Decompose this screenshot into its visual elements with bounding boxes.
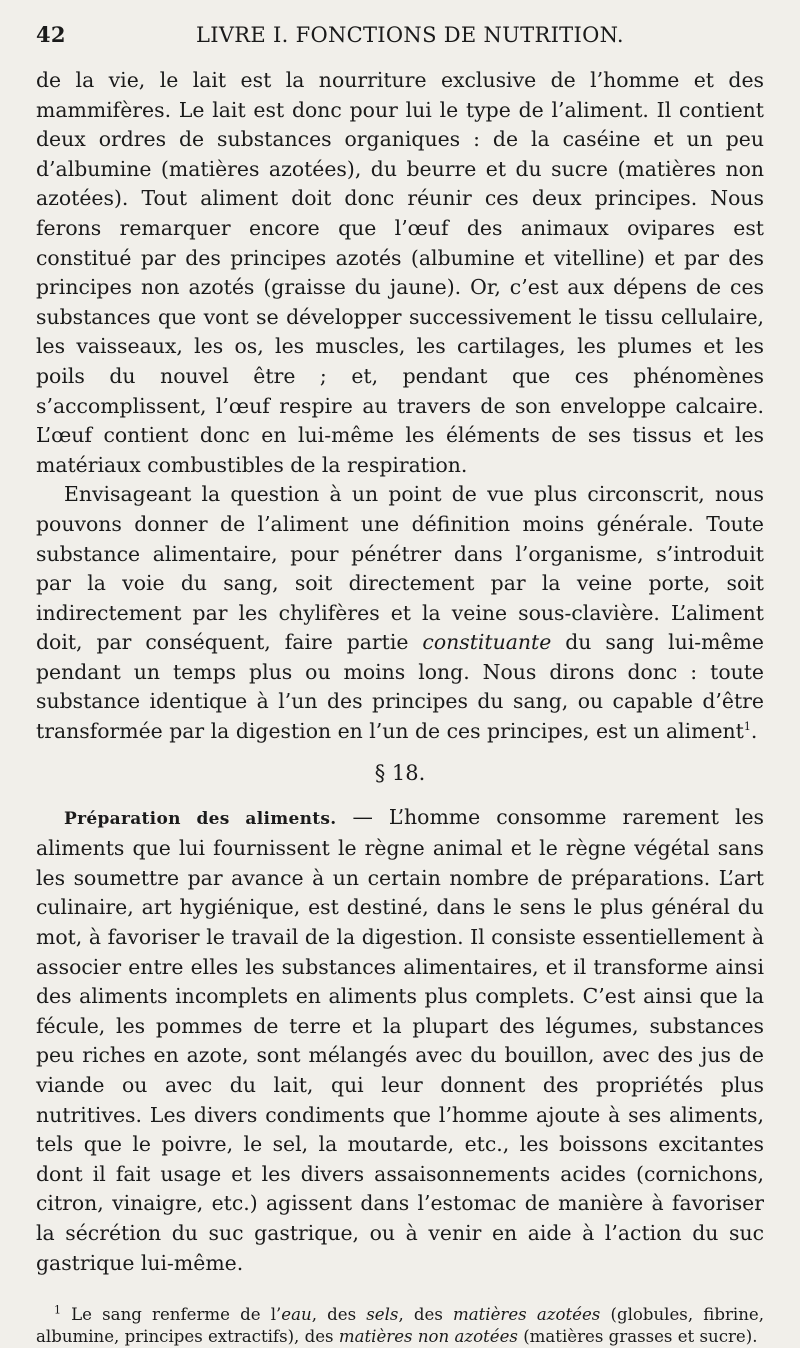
footnote-mark: 1 (54, 1303, 61, 1317)
footnote-italic: matières non azotées (338, 1327, 518, 1347)
footnote-segment: (matières grasses et sucre). (517, 1327, 758, 1347)
body-text (36, 66, 764, 1278)
paragraph-2-text-end: du sang lui-même pendant un temps plus ou moins long. Nous dirons donc : toute substance identique à l’un des principes du sang, ou capable d’être transformée par la digestion en l’un de ces principes, est un aliment (36, 630, 764, 744)
paragraph-2 (36, 480, 764, 746)
footnote-reference: 1 (743, 720, 751, 734)
paragraph-1-text: de la vie, le lait est la nourriture exclusive de l’homme et des mammifères. Le lait est donc pour lui le type de l’aliment. Il contient deux ordres de substances organiques : de la caséine et un peu d’albumine (matières azotées), du beurre et du sucre (matières non azotées). Tout aliment doit donc réunir ces deux principes. Nous ferons remarquer encore que l’œuf des animaux ovipares est constitué par des principes azotés (albumine et vitelline) et par des principes non azotés (graisse du jaune). Or, c’est aux dépens de ces substances que vont se développer successivement le tissu cellulaire, les vaisseaux, les os, les muscles, les cartilages, les plumes et les poils du nouvel être ; et, pendant que ces phénomènes s’accomplissent, l’œuf respire au travers de son enveloppe calcaire. L’œuf contient donc en lui-même les éléments de ses tissus et les matériaux combustibles de la respiration. (36, 68, 764, 477)
footnote-text (36, 1304, 764, 1348)
footnote-italic: matières azotées (453, 1305, 601, 1325)
paragraph-3-text: — L’homme consomme rarement les aliments que lui fournissent le règne animal et le règne végétal sans les soumettre par avance à un certain nombre de préparations. L’art culinaire, art hygiénique, est destiné, dans le sens le plus général du mot, à favoriser le travail de la digestion. Il consiste essentiellement à associer entre elles les substances alimentaires, et il transforme ainsi des aliments incomplets en aliments plus complets. C’est ainsi que la fécule, les pommes de terre et la plupart des légumes, substances peu riches en azote, sont mélangés avec du bouillon, avec des jus de viande ou avec du lait, qui leur donnent des propriétés plus nutritives. Les divers condiments que l’homme ajoute à ses aliments, tels que le poivre, le sel, la moutarde, etc., les boissons excitantes dont il fait usage et les divers assaisonnements acides (cornichons, citron, vinaigre, etc.) agissent dans l’estomac de manière à favoriser la sécrétion du suc gastrique, ou à venir en aide à l’action du suc gastrique lui-même. (36, 804, 764, 1275)
section-subheading: Préparation des aliments. (64, 808, 337, 829)
footnote-italic: sels (366, 1305, 399, 1325)
footnote-segment: (globules, fibrine, albumine, principes extractifs), des (36, 1305, 764, 1347)
paragraph-2-period: . (750, 719, 758, 744)
footnote-italic: eau (281, 1305, 312, 1325)
paragraph-2-text-start: Envisageant la question à un point de vue plus circonscrit, nous pouvons donner de l’aliment une définition moins générale. Toute substance alimentaire, pour pénétrer dans l’organisme, s’introduit par la voie du sang, soit directement par la veine porte, soit indirectement par les chylifères et la veine sous-clavière. L’aliment doit, par conséquent, faire partie (36, 482, 764, 655)
page-header (36, 22, 764, 66)
page-number: 42 (36, 22, 66, 47)
paragraph-3 (36, 803, 764, 1279)
section-number: § 18. (374, 760, 426, 785)
footnote-segment: , des (398, 1305, 453, 1325)
footnote (36, 1304, 764, 1348)
running-title: LIVRE I. FONCTIONS DE NUTRITION. (196, 23, 624, 47)
paragraph-2-italic: constituante (422, 630, 552, 655)
footnote-segment: , des (311, 1305, 367, 1325)
footnote-segment: Le sang renferme de l’ (61, 1305, 282, 1325)
paragraph-1 (36, 66, 764, 480)
